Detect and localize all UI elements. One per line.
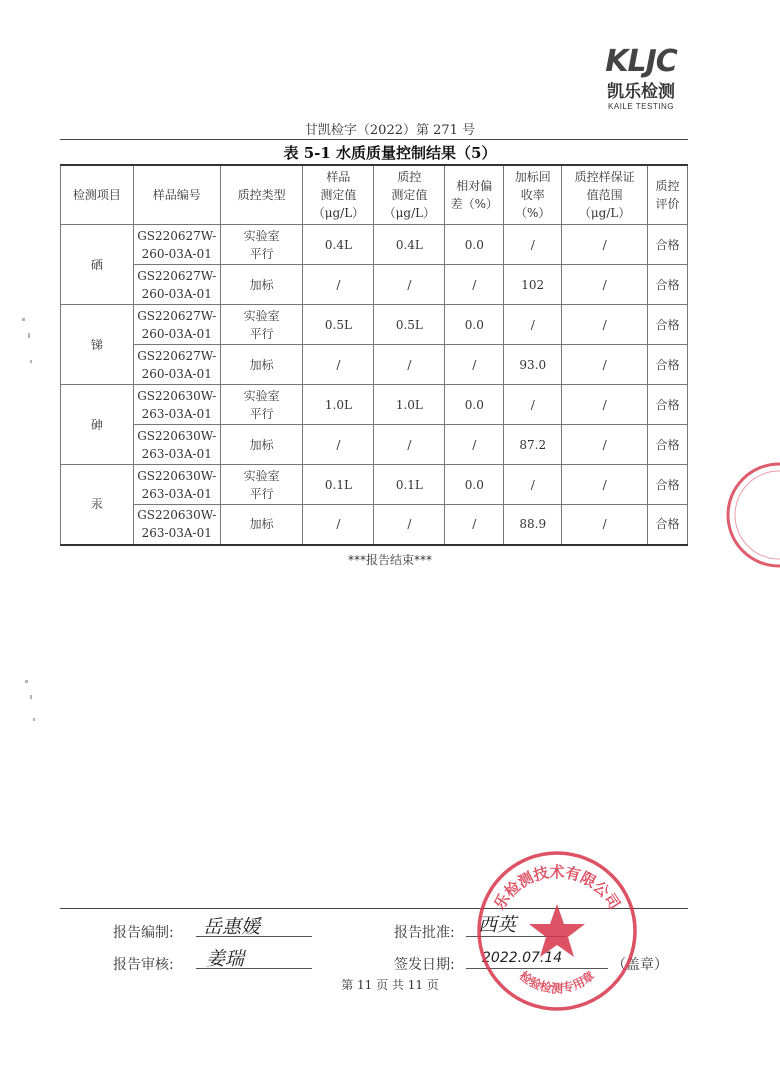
cell-type bbox=[220, 385, 303, 425]
cell-qc-value: 0.1L bbox=[374, 465, 445, 505]
scan-speck bbox=[25, 680, 28, 683]
cell-type-line: 实验室 bbox=[243, 388, 280, 403]
cell-qc-value: / bbox=[374, 425, 445, 465]
header-text: 测定值 bbox=[391, 188, 428, 202]
cell-recovery: / bbox=[504, 225, 562, 265]
header-qc-value bbox=[374, 165, 445, 225]
table-title: 表 5-1 水质质量控制结果（5） bbox=[283, 144, 497, 162]
header-text: 质控 bbox=[397, 170, 422, 184]
header-text: 收率 bbox=[520, 188, 545, 202]
header-text: 样品编号 bbox=[152, 188, 201, 202]
header-text: （%） bbox=[515, 206, 551, 220]
header-text: 加标回 bbox=[514, 170, 551, 184]
header-value bbox=[303, 165, 374, 225]
cell-sample bbox=[133, 425, 220, 465]
cell-rsd: 0.0 bbox=[445, 225, 504, 265]
cell-recovery: / bbox=[504, 465, 562, 505]
cell-sample bbox=[133, 385, 220, 425]
cell-rsd: / bbox=[445, 505, 504, 545]
header-rsd bbox=[445, 165, 504, 225]
header-range bbox=[562, 165, 648, 225]
cell-rsd: 0.0 bbox=[445, 385, 504, 425]
issue-date-label: 签发日期: bbox=[394, 957, 455, 973]
svg-text:检验检测专用章 bbox=[517, 968, 598, 996]
cell-range: / bbox=[562, 305, 648, 345]
cell-type-line: 加标 bbox=[249, 437, 274, 452]
cell-recovery: / bbox=[504, 385, 562, 425]
document-number: 甘凯检字（2022）第 271 号 bbox=[304, 123, 476, 138]
cell-range: / bbox=[562, 225, 648, 265]
cell-sample bbox=[133, 465, 220, 505]
cell-qc-value: 0.4L bbox=[374, 225, 445, 265]
header-type bbox=[220, 165, 303, 225]
scan-speck bbox=[33, 718, 35, 721]
header-recovery bbox=[504, 165, 562, 225]
seal-top-text: 乐检测技术有限公司 bbox=[490, 862, 624, 913]
header-text: （μg/L） bbox=[312, 206, 365, 220]
cell-type bbox=[220, 345, 303, 385]
cell-rsd: 0.0 bbox=[445, 465, 504, 505]
cell-type-line: 加标 bbox=[249, 357, 274, 372]
table-row bbox=[61, 505, 688, 545]
cell-range: / bbox=[562, 425, 648, 465]
cell-value: / bbox=[303, 505, 374, 545]
header-text: 评价 bbox=[655, 197, 680, 211]
header-text: 质控样保证 bbox=[574, 170, 635, 184]
cell-qc-value: / bbox=[374, 345, 445, 385]
cell-type bbox=[220, 465, 303, 505]
cell-type bbox=[220, 265, 303, 305]
cell-sample-line: 260-03A-01 bbox=[141, 246, 212, 261]
table-row bbox=[61, 345, 688, 385]
cell-type-line: 平行 bbox=[249, 406, 274, 421]
cell-rsd: 0.0 bbox=[445, 305, 504, 345]
cell-recovery: 88.9 bbox=[504, 505, 562, 545]
cell-rsd: / bbox=[445, 345, 504, 385]
cell-sample-line: GS220630W- bbox=[137, 508, 217, 523]
cell-sample-line: GS220627W- bbox=[137, 228, 217, 243]
cell-type-line: 实验室 bbox=[243, 228, 280, 243]
cell-sample-line: GS220630W- bbox=[137, 468, 217, 483]
company-seal bbox=[474, 848, 640, 1014]
page-edge-seal bbox=[724, 460, 780, 570]
cell-eval: 合格 bbox=[648, 265, 688, 305]
cell-value: 1.0L bbox=[303, 385, 374, 425]
cell-qc-value: 0.5L bbox=[374, 305, 445, 345]
table-row bbox=[61, 305, 688, 345]
cell-type bbox=[220, 505, 303, 545]
cell-item: 汞 bbox=[61, 465, 134, 545]
header-eval bbox=[648, 165, 688, 225]
cell-sample bbox=[133, 265, 220, 305]
cell-type bbox=[220, 225, 303, 265]
table-header-row bbox=[61, 165, 688, 225]
qc-results-table bbox=[60, 164, 688, 546]
header-divider bbox=[60, 139, 688, 140]
cell-sample-line: 260-03A-01 bbox=[141, 286, 212, 301]
cell-eval: 合格 bbox=[648, 505, 688, 545]
cell-eval: 合格 bbox=[648, 305, 688, 345]
cell-rsd: / bbox=[445, 265, 504, 305]
cell-range: / bbox=[562, 385, 648, 425]
reviewed-by-label: 报告审核: bbox=[113, 957, 174, 973]
reviewed-by-signature: 姜瑞 bbox=[206, 948, 245, 970]
header-text: 相对偏 bbox=[456, 179, 493, 193]
header-text: 检测项目 bbox=[72, 188, 121, 202]
cell-sample-line: 260-03A-01 bbox=[141, 366, 212, 381]
cell-item: 硒 bbox=[61, 225, 134, 305]
logo-cn-name: 凯乐检测 bbox=[607, 82, 675, 102]
cell-sample-line: 263-03A-01 bbox=[141, 526, 212, 541]
cell-value: / bbox=[303, 345, 374, 385]
header-text: 质控类型 bbox=[237, 188, 286, 202]
scan-speck bbox=[30, 695, 32, 699]
seal-star-icon bbox=[529, 904, 585, 957]
cell-sample-line: 263-03A-01 bbox=[141, 406, 212, 421]
cell-sample-line: GS220627W- bbox=[137, 268, 217, 283]
company-logo bbox=[598, 44, 684, 122]
header-text: 测定值 bbox=[320, 188, 357, 202]
header-sample bbox=[133, 165, 220, 225]
header-item bbox=[61, 165, 134, 225]
cell-type bbox=[220, 425, 303, 465]
header-text: 质控 bbox=[655, 179, 680, 193]
table-row bbox=[61, 465, 688, 505]
cell-eval: 合格 bbox=[648, 465, 688, 505]
approved-by-signature: 西英 bbox=[478, 914, 517, 936]
cell-sample bbox=[133, 305, 220, 345]
cell-value: 0.5L bbox=[303, 305, 374, 345]
table-row bbox=[61, 265, 688, 305]
scan-speck bbox=[30, 360, 32, 363]
cell-sample-line: GS220627W- bbox=[137, 308, 217, 323]
cell-recovery: 87.2 bbox=[504, 425, 562, 465]
cell-eval: 合格 bbox=[648, 345, 688, 385]
cell-range: / bbox=[562, 265, 648, 305]
cell-type-line: 平行 bbox=[249, 326, 274, 341]
seal-bottom-text: 检验检测专用章 bbox=[516, 968, 598, 996]
cell-eval: 合格 bbox=[648, 425, 688, 465]
cell-range: / bbox=[562, 505, 648, 545]
prepared-by-label: 报告编制: bbox=[113, 925, 174, 941]
cell-item: 锑 bbox=[61, 305, 134, 385]
header-text: 样品 bbox=[326, 170, 351, 184]
cell-sample bbox=[133, 345, 220, 385]
cell-value: / bbox=[303, 425, 374, 465]
table-row bbox=[61, 385, 688, 425]
cell-type-line: 平行 bbox=[249, 246, 274, 261]
logo-mark: KLJC bbox=[605, 44, 677, 79]
cell-type-line: 实验室 bbox=[243, 308, 280, 323]
scan-speck bbox=[22, 318, 25, 321]
page-number: 第 11 页 共 11 页 bbox=[341, 978, 439, 992]
cell-recovery: / bbox=[504, 305, 562, 345]
cell-type bbox=[220, 305, 303, 345]
cell-sample-line: GS220630W- bbox=[137, 388, 217, 403]
logo-en-name: KAILE TESTING bbox=[608, 102, 674, 111]
cell-value: 0.4L bbox=[303, 225, 374, 265]
cell-sample-line: 263-03A-01 bbox=[141, 486, 212, 501]
cell-sample bbox=[133, 505, 220, 545]
prepared-by-signature: 岳惠媛 bbox=[203, 916, 261, 938]
scan-speck bbox=[28, 333, 30, 338]
cell-recovery: 102 bbox=[504, 265, 562, 305]
cell-sample-line: 260-03A-01 bbox=[141, 326, 212, 341]
cell-eval: 合格 bbox=[648, 385, 688, 425]
cell-value: / bbox=[303, 265, 374, 305]
report-end-note: ***报告结束*** bbox=[347, 553, 432, 567]
cell-recovery: 93.0 bbox=[504, 345, 562, 385]
stamp-note: （盖章） bbox=[612, 957, 668, 973]
cell-range: / bbox=[562, 345, 648, 385]
table-row bbox=[61, 425, 688, 465]
cell-type-line: 加标 bbox=[249, 277, 274, 292]
cell-eval: 合格 bbox=[648, 225, 688, 265]
cell-rsd: / bbox=[445, 425, 504, 465]
cell-qc-value: / bbox=[374, 505, 445, 545]
cell-sample-line: GS220630W- bbox=[137, 428, 217, 443]
cell-sample-line: 263-03A-01 bbox=[141, 446, 212, 461]
cell-range: / bbox=[562, 465, 648, 505]
cell-qc-value: / bbox=[374, 265, 445, 305]
cell-type-line: 实验室 bbox=[243, 468, 280, 483]
cell-value: 0.1L bbox=[303, 465, 374, 505]
header-text: （μg/L） bbox=[383, 206, 436, 220]
header-text: 差（%） bbox=[450, 197, 498, 211]
cell-sample-line: GS220627W- bbox=[137, 348, 217, 363]
cell-type-line: 加标 bbox=[249, 517, 274, 532]
approved-by-label: 报告批准: bbox=[394, 925, 455, 941]
cell-item: 砷 bbox=[61, 385, 134, 465]
issue-date-value: 2022.07.14 bbox=[482, 950, 563, 966]
header-text: （μg/L） bbox=[578, 206, 631, 220]
cell-sample bbox=[133, 225, 220, 265]
cell-qc-value: 1.0L bbox=[374, 385, 445, 425]
header-text: 值范围 bbox=[586, 188, 623, 202]
table-row bbox=[61, 225, 688, 265]
cell-type-line: 平行 bbox=[249, 486, 274, 501]
